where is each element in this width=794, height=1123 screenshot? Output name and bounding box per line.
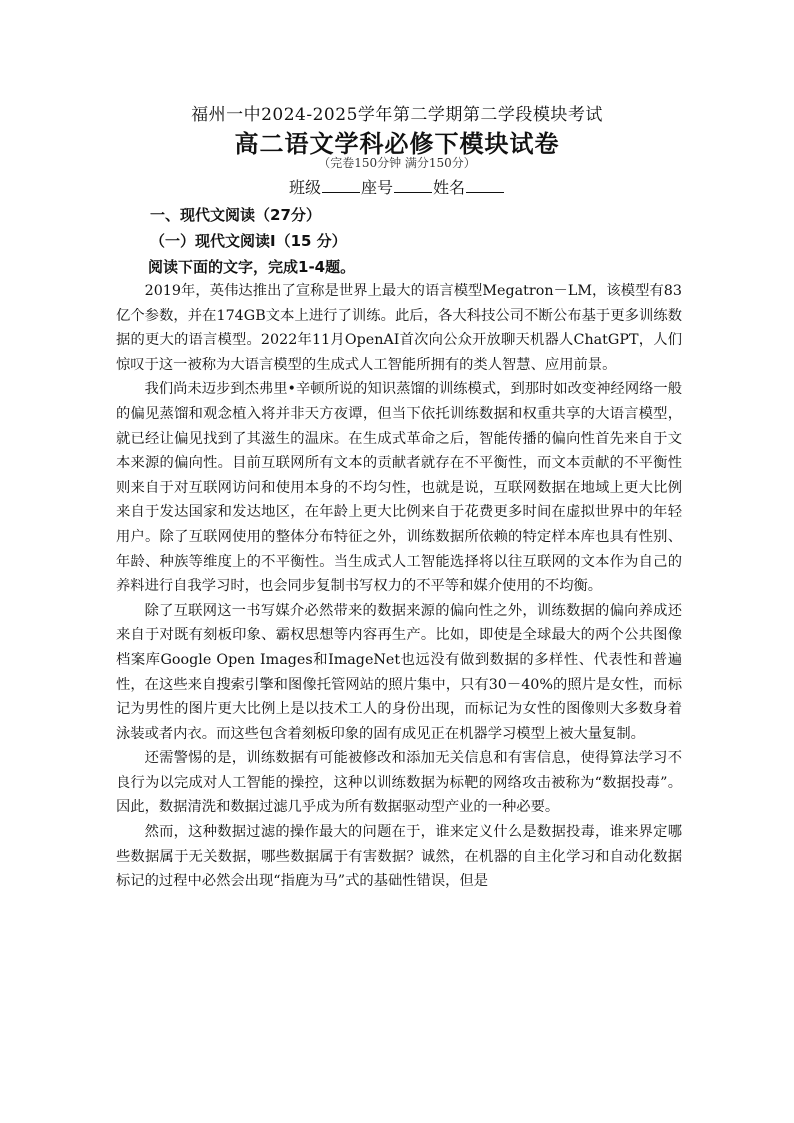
passage-paragraph-2: 我们尚未迈步到杰弗里•辛顿所说的知识蒸馏的训练模式，到那时如改变神经网络一般的偏见蒸馏和观念植入将并非天方夜谭，但当下依托训练数据和权重共享的大语言模型，就已经让偏见找到了其滋生的温床。在生成式革命之后，智能传播的偏向性首先来自于文本来源的偏向性。目前互联网所有文本的贡献者就存在不平衡性，而文本贡献的不平衡性则来自于对互联网访问和使用本身的不均匀性，也就是说，互联网数据在地域上更大比例来自于发达国家和发达地区，在年龄上更大比例来自于花费更多时间在虚拟世界中的年轻用户。除了互联网使用的整体分布特征之外，训练数据所依赖的特定样本库也具有性别、年龄、种族等维度上的不平衡性。当生成式人工智能选择将以往互联网的文本作为自己的养料进行自我学习时，也会同步复制书写权力的不平等和媒介使用的不均衡。 <box>116 381 683 595</box>
passage-paragraph-5: 然而，这种数据过滤的操作最大的问题在于，谁来定义什么是数据投毒，谁来界定哪些数据属于无关数据，哪些数据属于有害数据？诚然，在机器的自主化学习和自动化数据标记的过程中必然会出现“指鹿为马”式的基础性错误，但是 <box>116 824 682 890</box>
name-label: 姓名 <box>433 178 466 197</box>
class-label: 班级 <box>288 178 321 197</box>
passage-paragraph-3: 除了互联网这一书写媒介必然带来的数据来源的偏向性之外，训练数据的偏向养成还来自于对既有刻板印象、霸权思想等内容再生产。比如，即使是全球最大的两个公共图像档案库Google Open Images和ImageNet也远没有做到数据的多样性、代表性和普遍性，在这些来自搜索引擎和图像托管网站的照片集中，只有30－40%的照片是女性，而标记为男性的图片更大比例上是以技术工人的身份出现，而标记为女性的图像则大多数身着泳装或者内衣。而这些包含着刻板印象的固有成见正在机器学习模型上被大量复制。 <box>116 602 682 742</box>
student-info-line <box>0 175 794 198</box>
exam-duration-score: （完卷150分钟 满分150分） <box>318 156 476 170</box>
seat-label: 座号 <box>360 178 393 197</box>
passage-paragraph-1: 2019年，英伟达推出了宣称是世界上最大的语言模型Megatron－LM，该模型有83亿个参数，并在174GB文本上进行了训练。此后，各大科技公司不断公布基于更多训练数据的更大的语言模型。2022年11月OpenAI首次向公众开放聊天机器人ChatGPT，人们惊叹于这一被称为大语言模型的生成式人工智能所拥有的类人智慧、应用前景。 <box>116 283 682 373</box>
reading-instruction: 阅读下面的文字，完成1-4题。 <box>148 258 356 276</box>
section-heading-modern-reading: 一、现代文阅读（27分） <box>150 206 321 224</box>
class-blank[interactable] <box>322 178 360 193</box>
passage-paragraph-4: 还需警惕的是，训练数据有可能被修改和添加无关信息和有害信息，使得算法学习不良行为以完成对人工智能的操控，这种以训练数据为标靶的网络攻击被称为“数据投毒”。因此，数据清洗和数据过滤几乎成为所有数据驱动型产业的一种必要。 <box>116 750 682 816</box>
name-blank[interactable] <box>466 178 504 193</box>
reading-passage <box>116 279 682 894</box>
subsection-heading-modern-reading-1: （一）现代文阅读Ⅰ（15 分） <box>150 232 347 250</box>
seat-blank[interactable] <box>394 178 432 193</box>
exam-title: 高二语文学科必修下模块试卷 <box>234 129 560 158</box>
school-exam-line: 福州一中2024-2025学年第二学期第二学段模块考试 <box>191 105 603 125</box>
